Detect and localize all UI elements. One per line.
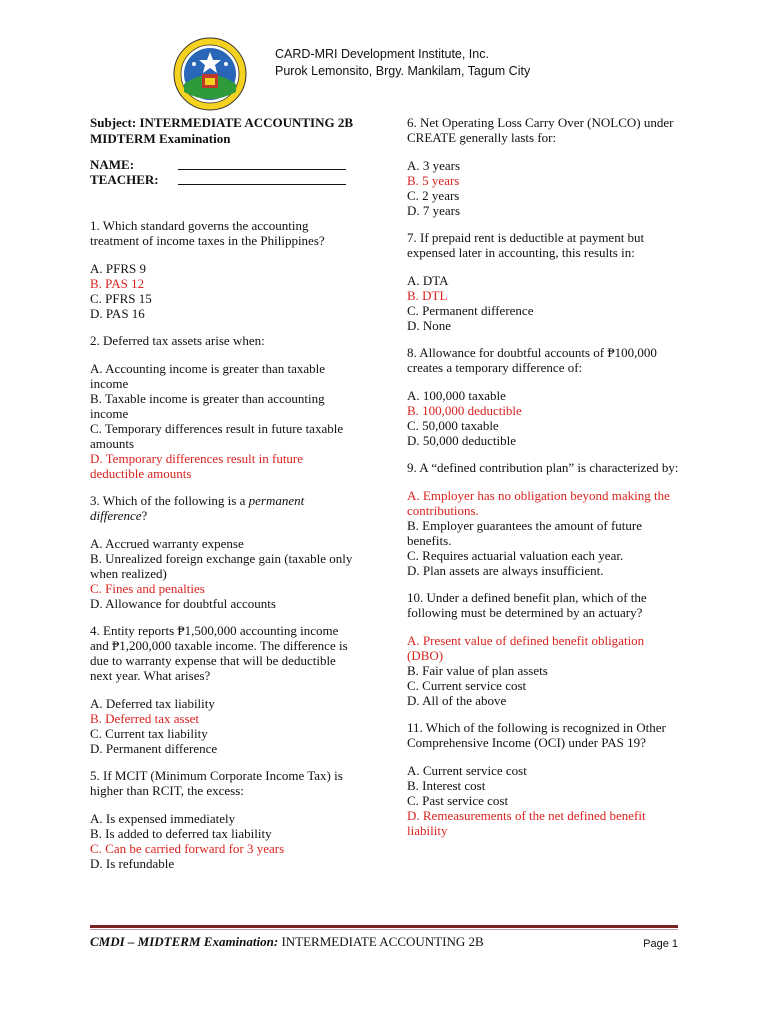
question	[407, 115, 679, 218]
answer-option: B. Interest cost	[407, 778, 486, 793]
teacher-label: TEACHER:	[90, 172, 159, 187]
question-text-start: 3. Which of the following is a	[90, 493, 249, 508]
answer-option: D. Plan assets are always insufficient.	[407, 563, 604, 578]
answer-option: A. DTA	[407, 273, 449, 288]
question-text: 7. If prepaid rent is deductible at payment but expensed later in accounting, this results in:	[407, 230, 645, 260]
answer-option: B. Employer guarantees the amount of future benefits.	[407, 518, 643, 548]
right-column	[407, 115, 679, 850]
question-text: 6. Net Operating Loss Carry Over (NOLCO) under CREATE generally lasts for:	[407, 115, 674, 145]
footer-rule-thin	[90, 929, 678, 930]
answer-option: C. Past service cost	[407, 793, 509, 808]
question	[407, 460, 679, 578]
answer-option: C. 2 years	[407, 188, 460, 203]
institute-logo	[172, 36, 248, 112]
question	[90, 768, 358, 871]
answer-option-correct: B. 100,000 deductible	[407, 403, 522, 418]
question-text: 2. Deferred tax assets arise when:	[90, 333, 265, 348]
answer-option: D. All of the above	[407, 693, 507, 708]
footer-subject: INTERMEDIATE ACCOUNTING 2B	[281, 934, 484, 949]
question-text: 8. Allowance for doubtful accounts of ₱100,000 creates a temporary difference of:	[407, 345, 657, 375]
answer-option-correct: A. Present value of defined benefit obligation (DBO)	[407, 633, 645, 663]
answer-option: C. Requires actuarial valuation each year.	[407, 548, 624, 563]
answer-option-correct: B. Deferred tax asset	[90, 711, 200, 726]
answer-option: B. Unrealized foreign exchange gain (taxable only when realized)	[90, 551, 353, 581]
question-text: 10. Under a defined benefit plan, which of the following must be determined by an actuary?	[407, 590, 647, 620]
name-field[interactable]	[178, 157, 346, 170]
answer-option: D. Is refundable	[90, 856, 175, 871]
answer-option-correct: B. PAS 12	[90, 276, 145, 291]
institution-address: Purok Lemonsito, Brgy. Mankilam, Tagum City	[275, 64, 531, 78]
question-text: 5. If MCIT (Minimum Corporate Income Tax) is higher than RCIT, the excess:	[90, 768, 343, 798]
subject-line	[90, 115, 358, 131]
question	[90, 493, 358, 611]
name-label: NAME:	[90, 157, 135, 172]
question-text: 4. Entity reports ₱1,500,000 accounting income and ₱1,200,000 taxable income. The difference is due to warranty expense that will be deductible next year. What arises?	[90, 623, 348, 683]
answer-option: B. Is added to deferred tax liability	[90, 826, 272, 841]
answer-option: A. 100,000 taxable	[407, 388, 506, 403]
answer-option: D. None	[407, 318, 452, 333]
answer-option: D. 50,000 deductible	[407, 433, 517, 448]
answer-option: A. Deferred tax liability	[90, 696, 215, 711]
teacher-row	[90, 172, 358, 187]
page-number: Page 1	[643, 938, 678, 950]
document-header	[0, 36, 768, 116]
answer-option: B. Fair value of plan assets	[407, 663, 548, 678]
footer-rule	[90, 925, 678, 928]
answer-option: B. Taxable income is greater than accounting income	[90, 391, 325, 421]
answer-option: C. Current service cost	[407, 678, 527, 693]
question-text-emphasis: permanent difference	[90, 493, 305, 523]
footer	[90, 934, 678, 950]
answer-option: C. Temporary differences result in future taxable amounts	[90, 421, 344, 451]
answer-option-correct: B. 5 years	[407, 173, 460, 188]
answer-option: A. Accrued warranty expense	[90, 536, 244, 551]
answer-option-correct: C. Can be carried forward for 3 years	[90, 841, 285, 856]
question	[407, 590, 679, 708]
answer-option: A. Is expensed immediately	[90, 811, 236, 826]
institution-name: CARD-MRI Development Institute, Inc.	[275, 47, 489, 61]
left-column	[90, 115, 358, 883]
footer-exam-label: CMDI – MIDTERM Examination:	[90, 934, 279, 949]
answer-option: C. 50,000 taxable	[407, 418, 499, 433]
answer-option: D. PAS 16	[90, 306, 145, 321]
answer-option: A. Accounting income is greater than taxable income	[90, 361, 326, 391]
subject-name: INTERMEDIATE ACCOUNTING 2B	[139, 115, 354, 130]
question-text: 9. A “defined contribution plan” is characterized by:	[407, 460, 679, 475]
answer-option: D. Permanent difference	[90, 741, 218, 756]
teacher-field[interactable]	[178, 172, 346, 185]
answer-option-correct: D. Remeasurements of the net defined benefit liability	[407, 808, 646, 838]
left-questions	[90, 218, 358, 871]
subject-label: Subject:	[90, 115, 137, 130]
question-text-end: ?	[141, 508, 148, 523]
question	[90, 218, 358, 321]
question	[407, 345, 679, 448]
answer-option: A. 3 years	[407, 158, 461, 173]
question	[90, 623, 358, 756]
question-text: 1. Which standard governs the accounting treatment of income taxes in the Philippines?	[90, 218, 325, 248]
question	[407, 720, 679, 838]
question-text: 11. Which of the following is recognized in Other Comprehensive Income (OCI) under PAS 19?	[407, 720, 666, 750]
answer-option-correct: B. DTL	[407, 288, 448, 303]
answer-option-correct: C. Fines and penalties	[90, 581, 205, 596]
answer-option: C. Current tax liability	[90, 726, 208, 741]
answer-option: C. Permanent difference	[407, 303, 534, 318]
answer-option: D. Allowance for doubtful accounts	[90, 596, 276, 611]
question	[90, 333, 358, 481]
answer-option: C. PFRS 15	[90, 291, 152, 306]
right-questions	[407, 115, 679, 838]
question	[407, 230, 679, 333]
answer-option: D. 7 years	[407, 203, 461, 218]
exam-title: MIDTERM Examination	[90, 131, 231, 146]
answer-option-correct: A. Employer has no obligation beyond making the contributions.	[407, 488, 670, 518]
answer-option: A. Current service cost	[407, 763, 527, 778]
answer-option: A. PFRS 9	[90, 261, 146, 276]
answer-option-correct: D. Temporary differences result in future deductible amounts	[90, 451, 304, 481]
name-row	[90, 157, 358, 172]
question-text	[90, 493, 358, 523]
